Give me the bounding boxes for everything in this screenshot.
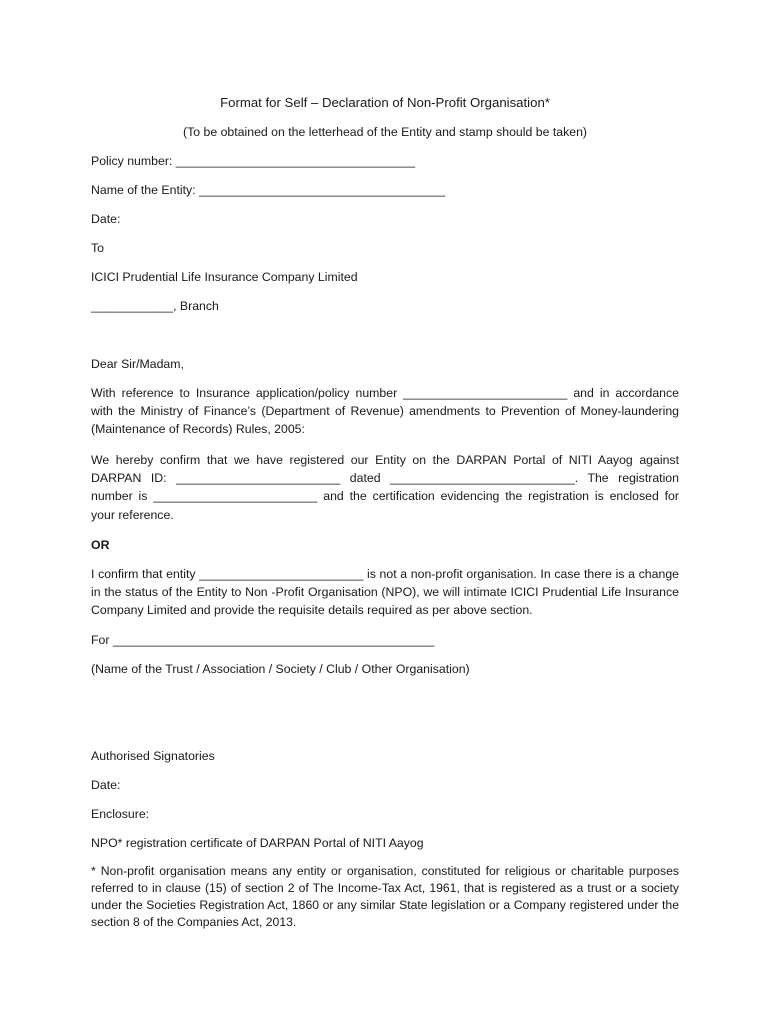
addressee-to: To: [91, 241, 104, 255]
enclosure-label: Enclosure:: [91, 807, 150, 821]
authorised-signatories: Authorised Signatories: [91, 749, 215, 763]
company-name: ICICI Prudential Life Insurance Company Limited: [91, 270, 358, 284]
policy-number-field: Policy number: ___________________________________: [91, 154, 416, 168]
confirmation-paragraph: We hereby confirm that we have registered our Entity on the DARPAN Portal of NITI Aayog against DARPAN ID: ________________________ dated ___________________________. The registration number is ________________________ and the certification evidencing the registration is enclosed for your reference.: [91, 453, 679, 522]
npo-certificate-line: NPO* registration certificate of DARPAN Portal of NITI Aayog: [91, 836, 424, 850]
document-subtitle: (To be obtained on the letterhead of the Entity and stamp should be taken): [182, 125, 588, 139]
date-field: Date:: [91, 212, 121, 226]
salutation: Dear Sir/Madam,: [91, 357, 184, 371]
for-line: For _______________________________________________: [91, 633, 435, 647]
signature-date-field: Date:: [91, 778, 121, 792]
branch-line: ____________, Branch: [91, 299, 219, 313]
non-profit-paragraph: I confirm that entity ________________________ is not a non-profit organisation. In case there is a change in the status of the Entity to Non -Profit Organisation (NPO), we will intimate ICICI Prudential Life Insurance Company Limited and provide the requisite details required as per above section.: [91, 567, 679, 618]
entity-name-field: Name of the Entity: ____________________________________: [91, 183, 446, 197]
document-title: Format for Self – Declaration of Non-Profit Organisation*: [220, 95, 550, 110]
footnote: * Non-profit organisation means any entity or organisation, constituted for religious or charitable purposes referred to in clause (15) of section 2 of The Income-Tax Act, 1961, that is registered as a trust or a society under the Societies Registration Act, 1860 or any similar State legislation or a Company registered under the section 8 of the Companies Act, 2013.: [91, 864, 679, 929]
or-separator: OR: [91, 538, 110, 552]
reference-paragraph: With reference to Insurance application/policy number ________________________ and in accordance with the Ministry of Finance’s (Department of Revenue) amendments to Prevention of Money-laundering (Maintenance of Records) Rules, 2005:: [91, 386, 679, 437]
organisation-name-hint: (Name of the Trust / Association / Society / Club / Other Organisation): [91, 662, 470, 676]
